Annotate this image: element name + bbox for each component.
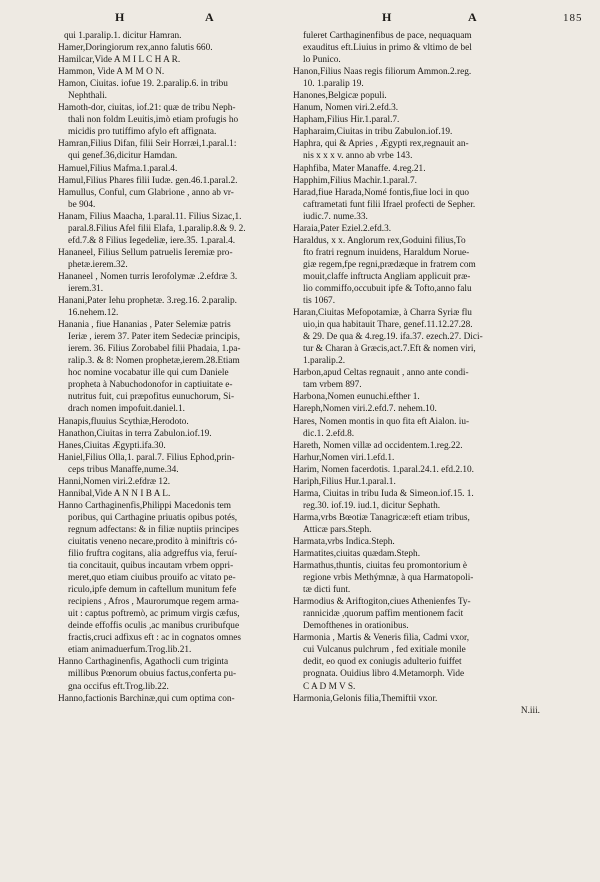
text-line: Hanum, Nomen viri.2.efd.3. — [293, 103, 399, 114]
text-line: uit : captus poftremò, ac primum virgis cæfus, — [68, 609, 240, 620]
text-line: ierem. 36. Filius Zorobabel filii Phadaia, 1.pa- — [68, 344, 241, 355]
text-line: riculo,ipfe demum in caftellum munitum fefe — [68, 585, 237, 596]
text-line: 16.nehem.12. — [68, 308, 119, 319]
text-line: ralip.3. & 8: Nomen prophetæ,ierem.28.Etiam — [68, 356, 240, 367]
text-line: millibus Pœnorum obuius factus,conferta pu- — [68, 669, 237, 680]
text-line: Hamullus, Conful, cum Glabrione , anno ab vr- — [58, 187, 234, 198]
text-line: C A D M V S. — [303, 681, 356, 692]
text-line: Haphra, qui & Apries , Ægypti rex,regnauit an- — [293, 139, 469, 150]
text-line: Hamuel,Filius Mafma.1.paral.4. — [58, 163, 178, 174]
text-line: Hanno,factionis Barchinæ,qui cum optima con- — [58, 693, 235, 704]
text-line: Hanes,Ciuitas Ægypti.ifa.30. — [58, 440, 166, 451]
text-line: Hanapis,fluuius Scythiæ,Herodoto. — [58, 416, 189, 427]
text-line: Haphfiba, Mater Manaffe. 4.reg.21. — [293, 163, 426, 174]
text-line: be 904. — [68, 199, 96, 210]
text-line: etiam animaduerfum.Trog.lib.21. — [68, 645, 192, 656]
text-line: Hanania , fiue Hananias , Pater Selemiæ patris — [58, 320, 231, 331]
text-line: lio commiffo,occubuit ipfe & Tofto,anno falu — [303, 283, 472, 294]
text-line: Hareth, Nomen villæ ad occidentem.1.reg.22. — [293, 440, 463, 451]
text-line: Harad,fiue Harada,Nomé fontis,fiue loci in quo — [293, 187, 470, 198]
text-line: & 29. De qua & 4.reg.19. ifa.37. ezech.27. Dici- — [303, 332, 483, 343]
text-line: Harma,vrbs Bœotiæ Tanagricæ:eft etiam tribus, — [293, 512, 470, 523]
text-line: lo Punico. — [303, 55, 341, 66]
text-line: fto fratri regnum inuidens, Haraldum Norue- — [303, 247, 470, 258]
text-line: Harmatites,ciuitas quædam.Steph. — [293, 549, 421, 560]
text-line: recipiens , Afros , Maurorumque regem arma- — [68, 597, 239, 608]
text-line: ceps tribus Manaffe,nume.34. — [68, 464, 179, 475]
text-line: dic.1. 2.efd.8. — [303, 428, 355, 439]
text-line: fractis,cruci adfixus eft : ac in cognatos omnes — [68, 633, 241, 644]
text-line: Haraldus, x x. Anglorum rex,Goduini filius,To — [293, 235, 466, 246]
text-line: prognata. Ouidius libro 4.Metamorph. Vide — [303, 669, 465, 680]
text-line: tur & Charan à Græcis,act.7.Eft & nomen viri, — [303, 344, 476, 355]
text-line: Hannibal,Vide A N N I B A L. — [58, 488, 171, 499]
text-line: micidis pro tutiffimo afylo eft affignata. — [68, 127, 217, 138]
text-line: uio,in qua habitauit Thare, genef.11.12.27.28. — [303, 320, 473, 331]
text-line: Hammon, Vide A M M O N. — [58, 67, 165, 78]
text-line: Hares, Nomen montis in quo fita eft Aialon. iu- — [293, 416, 470, 427]
text-line: Hamoth-dor, ciuitas, iof.21: quæ de tribu Neph- — [58, 103, 236, 114]
text-line: Harmodius & Ariftogiton,ciues Athenienfes Ty- — [293, 597, 471, 608]
text-line: N.iii. — [520, 705, 540, 716]
text-line: 10. 1.paralip 19. — [303, 79, 364, 90]
text-line: tis 1067. — [303, 296, 336, 307]
text-line: Harbon,apud Celtas regnauit , anno ante condi- — [293, 368, 469, 379]
text-line: Harmata,vrbs Indica.Steph. — [293, 536, 395, 547]
text-line: dedit, eo quod ex coniugis adulterio fuiffet — [303, 657, 462, 668]
running-head-left-letter-2: A — [205, 10, 215, 24]
text-line: rannicidæ ,quorum paffim mentionem facit — [303, 609, 464, 620]
text-line: Hanathon,Ciuitas in terra Zabulon.iof.19. — [58, 428, 212, 439]
text-line: Happhim,Filius Machir.1.paral.7. — [293, 175, 417, 186]
text-line: Hananeel , Nomen turris Ierofolymæ .2.efdræ 3. — [58, 271, 238, 282]
text-line: Hanam, Filius Maacha, 1.paral.11. Filius Sizac,1. — [58, 211, 242, 222]
text-line: ciuitatis veneno necare,prodito à miniftris có- — [68, 536, 238, 547]
text-line: nis x x x v. anno ab vrbe 143. — [303, 151, 413, 162]
text-line: fuleret Carthaginenfibus de pace, nequaquam — [303, 31, 472, 41]
text-line: hoc nomine vocabatur ille qui cum Daniele — [68, 368, 229, 379]
text-line: phetæ.ierem.32. — [68, 259, 128, 270]
text-line: Hapham,Filius Hir.1.paral.7. — [293, 115, 400, 126]
text-line: Harim, Nomen facerdotis. 1.paral.24.1. efd.2.10. — [293, 464, 474, 475]
text-line: tæ dicti funt. — [303, 585, 351, 596]
text-line: Hanni,Nomen viri.2.efdræ 12. — [58, 476, 171, 487]
text-line: efd.7.& 8 Filius Iegedeliæ, iere.35. 1.paral.4. — [68, 235, 236, 246]
text-line: ierem.31. — [68, 283, 104, 294]
text-line: exauditus eft.Liuius in primo & vltimo de bel — [303, 43, 472, 54]
text-line: Hanani,Pater Iehu prophetæ. 3.reg.16. 2.paralip. — [58, 296, 237, 307]
text-line: reg.30. iof.19. iud.1, dicitur Sephath. — [303, 500, 441, 511]
text-line: regione vrbis Methýmnæ, à qua Harmatopoli- — [303, 573, 474, 584]
text-line: Hamul,Filius Phares filii Iudæ. gen.46.1.paral.2. — [58, 175, 238, 186]
text-line: iudic.7. nume.33. — [303, 211, 368, 222]
text-line: poribus, qui Carthagine priuatis opibus potés, — [68, 512, 238, 523]
text-line: Haniel,Filius Olla,1. paral.7. Filius Ephod,prin- — [58, 452, 235, 463]
text-line: Nephthali. — [68, 91, 107, 102]
text-line: propheta à Nabuchodonofor in captiuitate e- — [68, 380, 233, 391]
text-line: Hamilcar,Vide A M I L C H A R. — [58, 55, 181, 66]
text-line: Hanon,Filius Naas regis filiorum Ammon.2.reg. — [293, 67, 472, 78]
text-line: Hamon, Ciuitas. iofue 19. 2.paralip.6. in tribu — [58, 79, 228, 90]
text-line: Harmonia,Gelonis filia,Themiftii vxor. — [293, 693, 438, 704]
text-line: Hanno Carthaginenfis,Philippi Macedonis tem — [58, 500, 231, 511]
text-line: Ieriæ , ierem 37. Pater item Sedeciæ principis, — [68, 332, 240, 343]
text-line: caftrametati funt filii Ifrael profecti de Sepher. — [303, 199, 476, 210]
text-line: nutritus fuit, cui præpofitus eunuchorum, Si- — [68, 392, 235, 403]
text-line: Hananeel, Filius Sellum patruelis Ieremiæ pro- — [58, 247, 233, 258]
text-line: deinde effoffis oculis ,ac manibus cruribufque — [68, 621, 240, 632]
text-line: mouit,claffe inftructa Angliam applicuit præ- — [303, 271, 471, 282]
text-line: Hapharaim,Ciuitas in tribu Zabulon.iof.19. — [293, 127, 453, 138]
text-line: Hamer,Doringiorum rex,anno falutis 660. — [58, 43, 213, 54]
text-line: Hariph,Filius Hur.1.paral.1. — [293, 476, 396, 487]
left-column — [58, 30, 290, 705]
text-line: tia concitauit, quibus incautam vrbem oppri- — [68, 561, 234, 572]
text-line: regnum adfectans: & in filiæ nuptiis principes — [68, 524, 239, 535]
text-line: 1.paralip.2. — [303, 356, 346, 367]
text-line: tam vrbem 897. — [303, 380, 362, 391]
text-line: paral.8.Filius Afel filii Elafa, 1.paralip.8.& 9. 2. — [68, 223, 246, 234]
text-line: cui Vulcanus pulchrum , fed exitiale monile — [303, 645, 466, 656]
text-line: giæ regem,fpe regni,prædæque in fratrem com — [303, 259, 476, 270]
text-line: qui genef.36,dicitur Hamdan. — [68, 151, 178, 162]
text-line: Atticæ pars.Steph. — [303, 524, 372, 535]
text-line: Hanno Carthaginenfis, Agathocli cum triginta — [58, 657, 229, 668]
running-head-right-letter-2: A — [468, 10, 478, 24]
running-head-left-letter-1: H — [115, 10, 126, 24]
text-line: Demofthenes in orationibus. — [303, 621, 409, 632]
text-line: Harma, Ciuitas in tribu Iuda & Simeon.iof.15. 1. — [293, 488, 474, 499]
text-line: Hareph,Nomen viri.2.efd.7. nehem.10. — [293, 404, 437, 415]
text-line: Hamran,Filius Difan, filii Seir Horræi,1.paral.1: — [58, 139, 237, 150]
text-line: Harbona,Nomen eunuchi.efther 1. — [293, 392, 420, 403]
text-line: Harhur,Nomen viri.1.efd.1. — [293, 452, 395, 463]
text-line: gna occifus eft.Trog.lib.22. — [68, 681, 169, 692]
text-line: Harmonia , Martis & Veneris filia, Cadmi vxor, — [293, 633, 470, 644]
text-line: thali non foldm Leuitis,imò etiam profugis ho — [68, 115, 239, 126]
text-line: drach nomen impofuit.daniel.1. — [68, 404, 185, 415]
text-line: meret,quo etiam ciuibus prouifo ac vitato pe- — [68, 573, 236, 584]
right-column — [293, 30, 540, 717]
running-head-right-letter-1: H — [382, 10, 393, 24]
text-line: filio fruftra cogitans, alia adgreffus via, feruí- — [68, 549, 238, 560]
text-line: Harmathus,thuntis, ciuitas feu promontorium è — [293, 561, 468, 572]
text-line: Hanones,Belgicæ populi. — [293, 91, 387, 102]
text-line: Haran,Ciuitas Mefopotamiæ, à Charra Syriæ flu — [293, 308, 472, 319]
text-line: qui 1.paralip.1. dicitur Hamran. — [64, 31, 182, 41]
page-number: 185 — [563, 12, 583, 24]
text-line: Haraia,Pater Eziel.2.efd.3. — [293, 223, 392, 234]
